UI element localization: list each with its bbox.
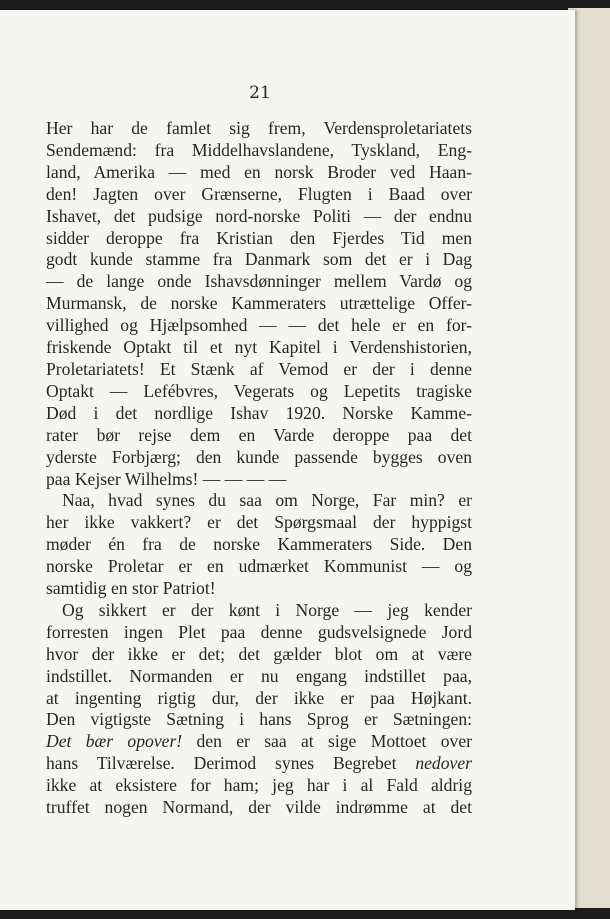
text-line	[46, 293, 472, 315]
text-line	[46, 140, 472, 162]
text-line	[46, 753, 472, 775]
text-line	[46, 512, 472, 534]
line-text: at ingenting rigtig dur, der ikke er paa Højkant.	[46, 687, 472, 708]
text-line	[46, 271, 472, 293]
line-text: samtidig en stor Patriot!	[46, 578, 216, 599]
text-line	[46, 206, 472, 228]
text-line	[46, 359, 472, 381]
italic-phrase: Det bær opover!	[46, 731, 183, 752]
text-line	[46, 469, 472, 491]
italic-word: nedover	[415, 753, 472, 774]
page-sheet	[0, 10, 575, 910]
text-line	[46, 447, 472, 469]
line-text: villighed og Hjælpsomhed — — det hele er en for-	[46, 315, 472, 336]
line-text: friskende Optakt til et nyt Kapitel i Verdenshistorien,	[46, 337, 472, 358]
line-text: norske Proletar er en udmærket Kommunist — og	[46, 556, 472, 577]
text-line	[46, 337, 472, 359]
line-text: Optakt — Lefébvres, Vegerats og Lepetits tragiske	[46, 380, 472, 401]
text-line	[46, 249, 472, 271]
text-line	[46, 688, 472, 710]
line-text: godt kunde stamme fra Danmark som det er i Dag	[46, 249, 472, 270]
line-text: Her har de famlet sig frem, Verdensproletariatets	[46, 118, 472, 138]
line-text: Proletariatets! Et Stænk af Vemod er der i denne	[46, 358, 472, 379]
text-line	[46, 162, 472, 184]
text-line	[46, 403, 472, 425]
line-text: Den vigtigste Sætning i hans Sprog er Sætningen:	[46, 709, 472, 730]
text-line	[46, 381, 472, 403]
text-line	[46, 775, 472, 797]
text-line	[46, 731, 472, 753]
line-text: Ishavet, det pudsige nord-norske Politi — der endnu	[46, 205, 472, 226]
text-line	[46, 184, 472, 206]
text-line	[46, 644, 472, 666]
text-line	[46, 315, 472, 337]
text-line	[46, 578, 472, 600]
line-text: hans Tilværelse. Derimod synes Begrebet	[46, 753, 416, 774]
text-line	[46, 622, 472, 644]
line-text: Murmansk, de norske Kammeraters utrættelige Offer-	[46, 293, 472, 314]
line-text: den er saa at sige Mottoet over	[182, 731, 472, 752]
text-line	[46, 425, 472, 447]
line-text: Naa, hvad synes du saa om Norge, Far min? er	[62, 490, 472, 511]
text-line	[46, 534, 472, 556]
line-text: Død i det nordlige Ishav 1920. Norske Kamme-	[46, 402, 472, 423]
line-text: rater bør rejse dem en Varde deroppe paa det	[46, 424, 472, 445]
line-text: indstillet. Normanden er nu engang indstillet paa,	[46, 665, 472, 686]
page-number: 21	[249, 83, 271, 103]
line-text: sidder deroppe fra Kristian den Fjerdes Tid men	[46, 227, 472, 248]
text-line	[46, 228, 472, 250]
line-text: Og sikkert er der kønt i Norge — jeg kender	[62, 599, 472, 620]
line-text: — de lange onde Ishavsdønninger mellem Vardø og	[46, 271, 472, 292]
line-text: paa Kejser Wilhelms! — — — —	[46, 468, 287, 489]
text-line	[46, 797, 472, 819]
line-text: land, Amerika — med en norsk Broder ved Haan-	[46, 161, 472, 182]
body-text	[46, 118, 472, 819]
text-line	[46, 600, 472, 622]
line-text: den! Jagten over Grænserne, Flugten i Baad over	[46, 183, 472, 204]
text-line	[46, 118, 472, 140]
line-text: møder én fra de norske Kammeraters Side. Den	[46, 534, 472, 555]
line-text: yderste Forbjærg; den kunde passende bygges oven	[46, 446, 472, 467]
line-text: Sendemænd: fra Middelhavslandene, Tyskland, Eng-	[46, 139, 472, 160]
text-line	[46, 709, 472, 731]
line-text: truffet nogen Normand, der vilde indrømme at det	[46, 797, 472, 818]
line-text: hvor der ikke er det; det gælder blot om at være	[46, 643, 472, 664]
text-line	[46, 490, 472, 512]
text-line	[46, 556, 472, 578]
line-text: forresten ingen Plet paa denne gudsvelsignede Jord	[46, 621, 472, 642]
text-line	[46, 666, 472, 688]
line-text: her ikke vakkert? er det Spørgsmaal der hyppigst	[46, 512, 472, 533]
line-text: ikke at eksistere for ham; jeg har i al Fald aldrig	[46, 775, 472, 796]
